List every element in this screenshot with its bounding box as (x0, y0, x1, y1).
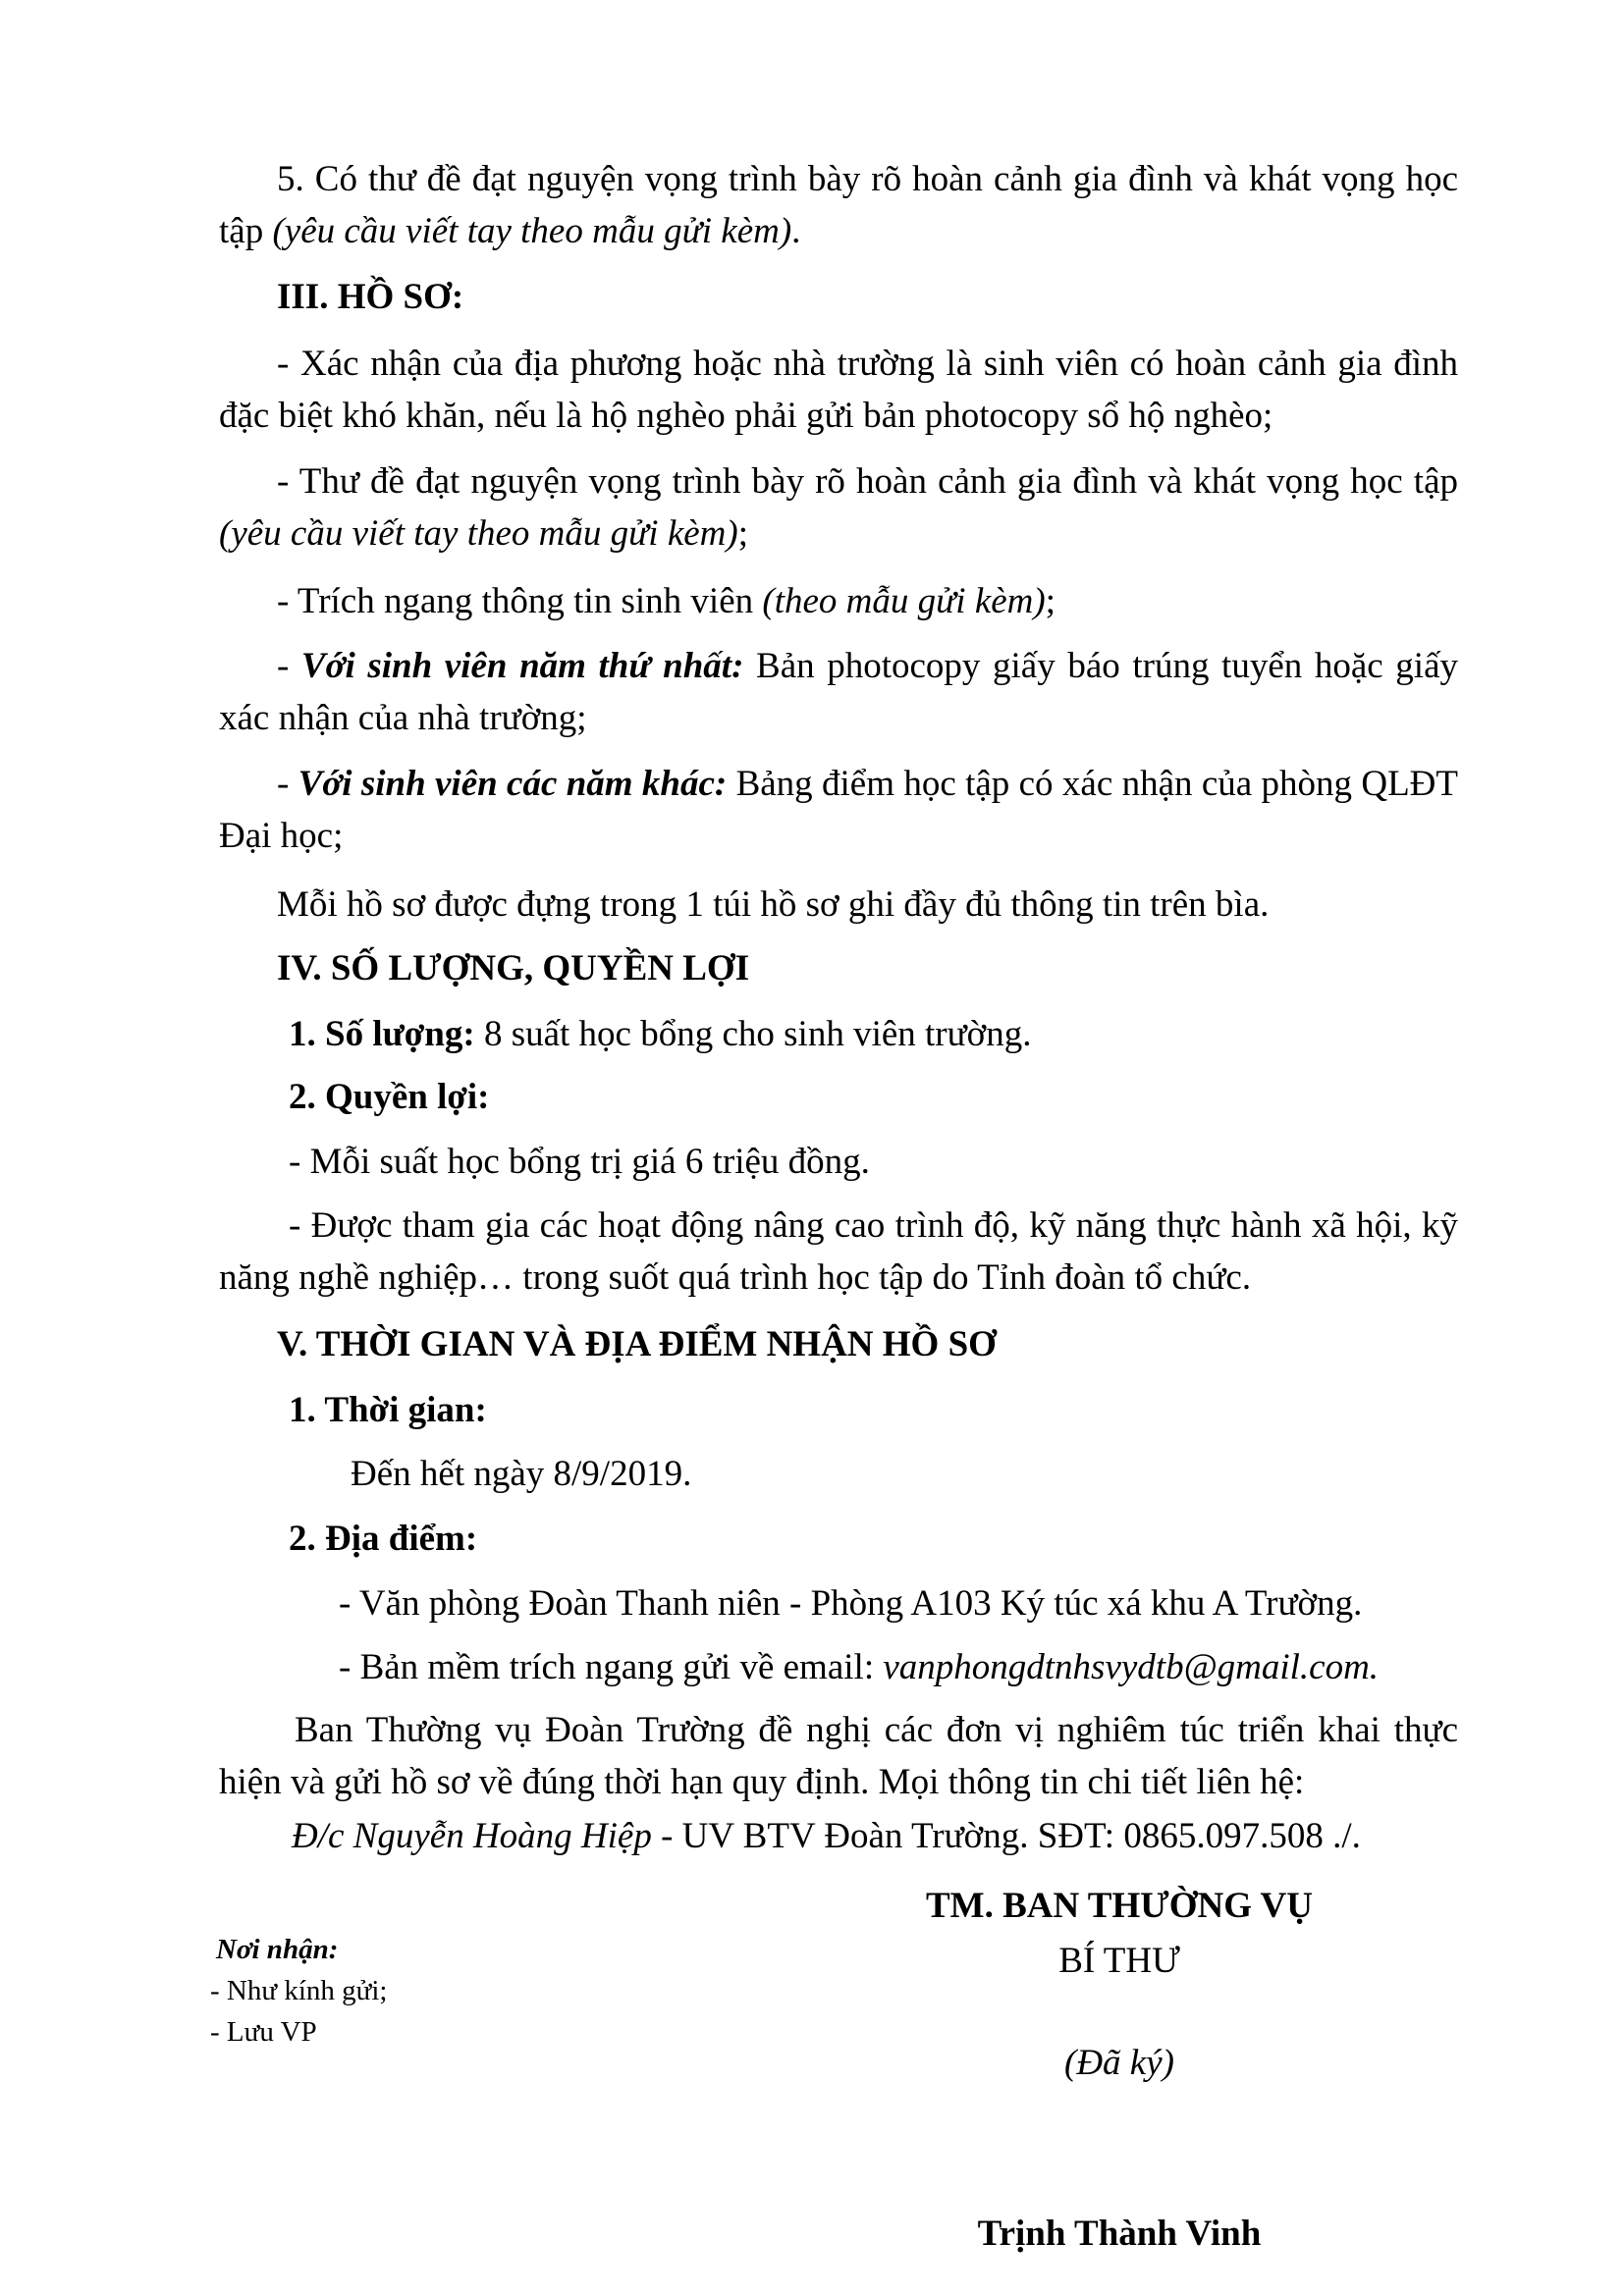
recipients-label: Nơi nhận: (216, 1934, 339, 1965)
contact-line (292, 1815, 1361, 1858)
requirement-item-5 (219, 153, 1458, 257)
dossier-item-5-text: Bảng điểm học tập có xác nhận của phòng QLĐT Đại học; (219, 764, 1458, 856)
benefit-item-2: - Được tham gia các hoạt động nâng cao trình độ, kỹ năng thực hành xã hội, kỹ năng nghề nghiệp… trong suốt quá trình học tập do Tỉnh đoàn tổ chức. (219, 1205, 1458, 1298)
dossier-closing: Mỗi hồ sơ được đựng trong 1 túi hồ sơ ghi đầy đủ thông tin trên bìa. (277, 884, 1270, 925)
place-item-2-text: - Bản mềm trích ngang gửi về email: (339, 1647, 884, 1687)
time-text: Đến hết ngày 8/9/2019. (351, 1454, 692, 1494)
signatory-name: Trịnh Thành Vinh (977, 2214, 1262, 2254)
conclusion-paragraph: Ban Thường vụ Đoàn Trường đề nghị các đơn vị nghiêm túc triển khai thực hiện và gửi hồ sơ về đúng thời hạn quy định. Mọi thông tin chi tiết liên hệ: (219, 1710, 1458, 1802)
quantity-text: 8 suất học bổng cho sinh viên trường. (474, 1014, 1032, 1054)
dossier-item-2 (219, 455, 1458, 560)
requirement-item-5-text: 5. Có thư đề đạt nguyện vọng trình bày rõ hoàn cảnh gia đình và khát vọng học tập (219, 159, 1458, 251)
dossier-item-4-dash: - (277, 646, 301, 686)
requirement-item-5-end: . (791, 211, 801, 251)
contact-name: Đ/c Nguyễn Hoàng Hiệp (292, 1816, 652, 1856)
place-item-1: - Văn phòng Đoàn Thanh niên - Phòng A103 Ký túc xá khu A Trường. (339, 1583, 1363, 1624)
dossier-item-5-dash: - (277, 764, 298, 804)
dossier-item-4-label: Với sinh viên năm thứ nhất: (300, 646, 744, 686)
section-5-heading: V. THỜI GIAN VÀ ĐỊA ĐIỂM NHẬN HỒ SƠ (277, 1324, 997, 1364)
recipient-item-2: - Lưu VP (210, 2016, 317, 2048)
dossier-item-2-end: ; (737, 513, 748, 554)
requirement-item-5-note: (yêu cầu viết tay theo mẫu gửi kèm) (272, 211, 792, 251)
dossier-item-5-label: Với sinh viên các năm khác: (298, 764, 728, 804)
dossier-item-4 (219, 640, 1458, 744)
dossier-item-3-note: (theo mẫu gửi kèm) (762, 581, 1046, 621)
dossier-item-1: - Xác nhận của địa phương hoặc nhà trường là sinh viên có hoàn cảnh gia đình đặc biệt khó khăn, nếu là hộ nghèo phải gửi bản photocopy sổ hộ nghèo; (219, 344, 1458, 436)
email-address: vanphongdtnhsvydtb@gmail.com. (883, 1647, 1380, 1687)
section-4-heading: IV. SỐ LƯỢNG, QUYỀN LỢI (277, 948, 750, 988)
dossier-item-4-text: Bản photocopy giấy báo trúng tuyển hoặc giấy xác nhận của nhà trường; (219, 646, 1458, 738)
quantity-line (289, 1013, 1032, 1056)
recipient-item-1: - Như kính gửi; (210, 1975, 388, 2006)
dossier-item-3-end: ; (1045, 581, 1056, 621)
benefits-label: 2. Quyền lợi: (289, 1077, 490, 1117)
dossier-item-3-text: - Trích ngang thông tin sinh viên (277, 581, 763, 621)
dossier-item-3 (277, 580, 1056, 623)
dossier-item-5 (219, 758, 1458, 862)
section-3-heading: III. HỒ SƠ: (277, 277, 464, 317)
dossier-item-2-text: - Thư đề đạt nguyện vọng trình bày rõ hoàn cảnh gia đình và khát vọng học tập (277, 461, 1458, 502)
signature-title: BÍ THƯ (1058, 1941, 1180, 1981)
signature-org: TM. BAN THƯỜNG VỤ (925, 1886, 1313, 1926)
time-label: 1. Thời gian: (289, 1390, 487, 1430)
signature-signed-note: (Đã ký) (1064, 2043, 1174, 2083)
signature-block (864, 1885, 1375, 2256)
benefit-item-1: - Mỗi suất học bổng trị giá 6 triệu đồng. (289, 1142, 870, 1182)
contact-text: - UV BTV Đoàn Trường. SĐT: 0865.097.508 ./. (651, 1816, 1361, 1856)
place-label: 2. Địa điểm: (289, 1519, 478, 1559)
dossier-item-2-note: (yêu cầu viết tay theo mẫu gửi kèm) (219, 513, 738, 554)
place-item-2 (339, 1646, 1379, 1689)
quantity-label: 1. Số lượng: (289, 1014, 475, 1054)
